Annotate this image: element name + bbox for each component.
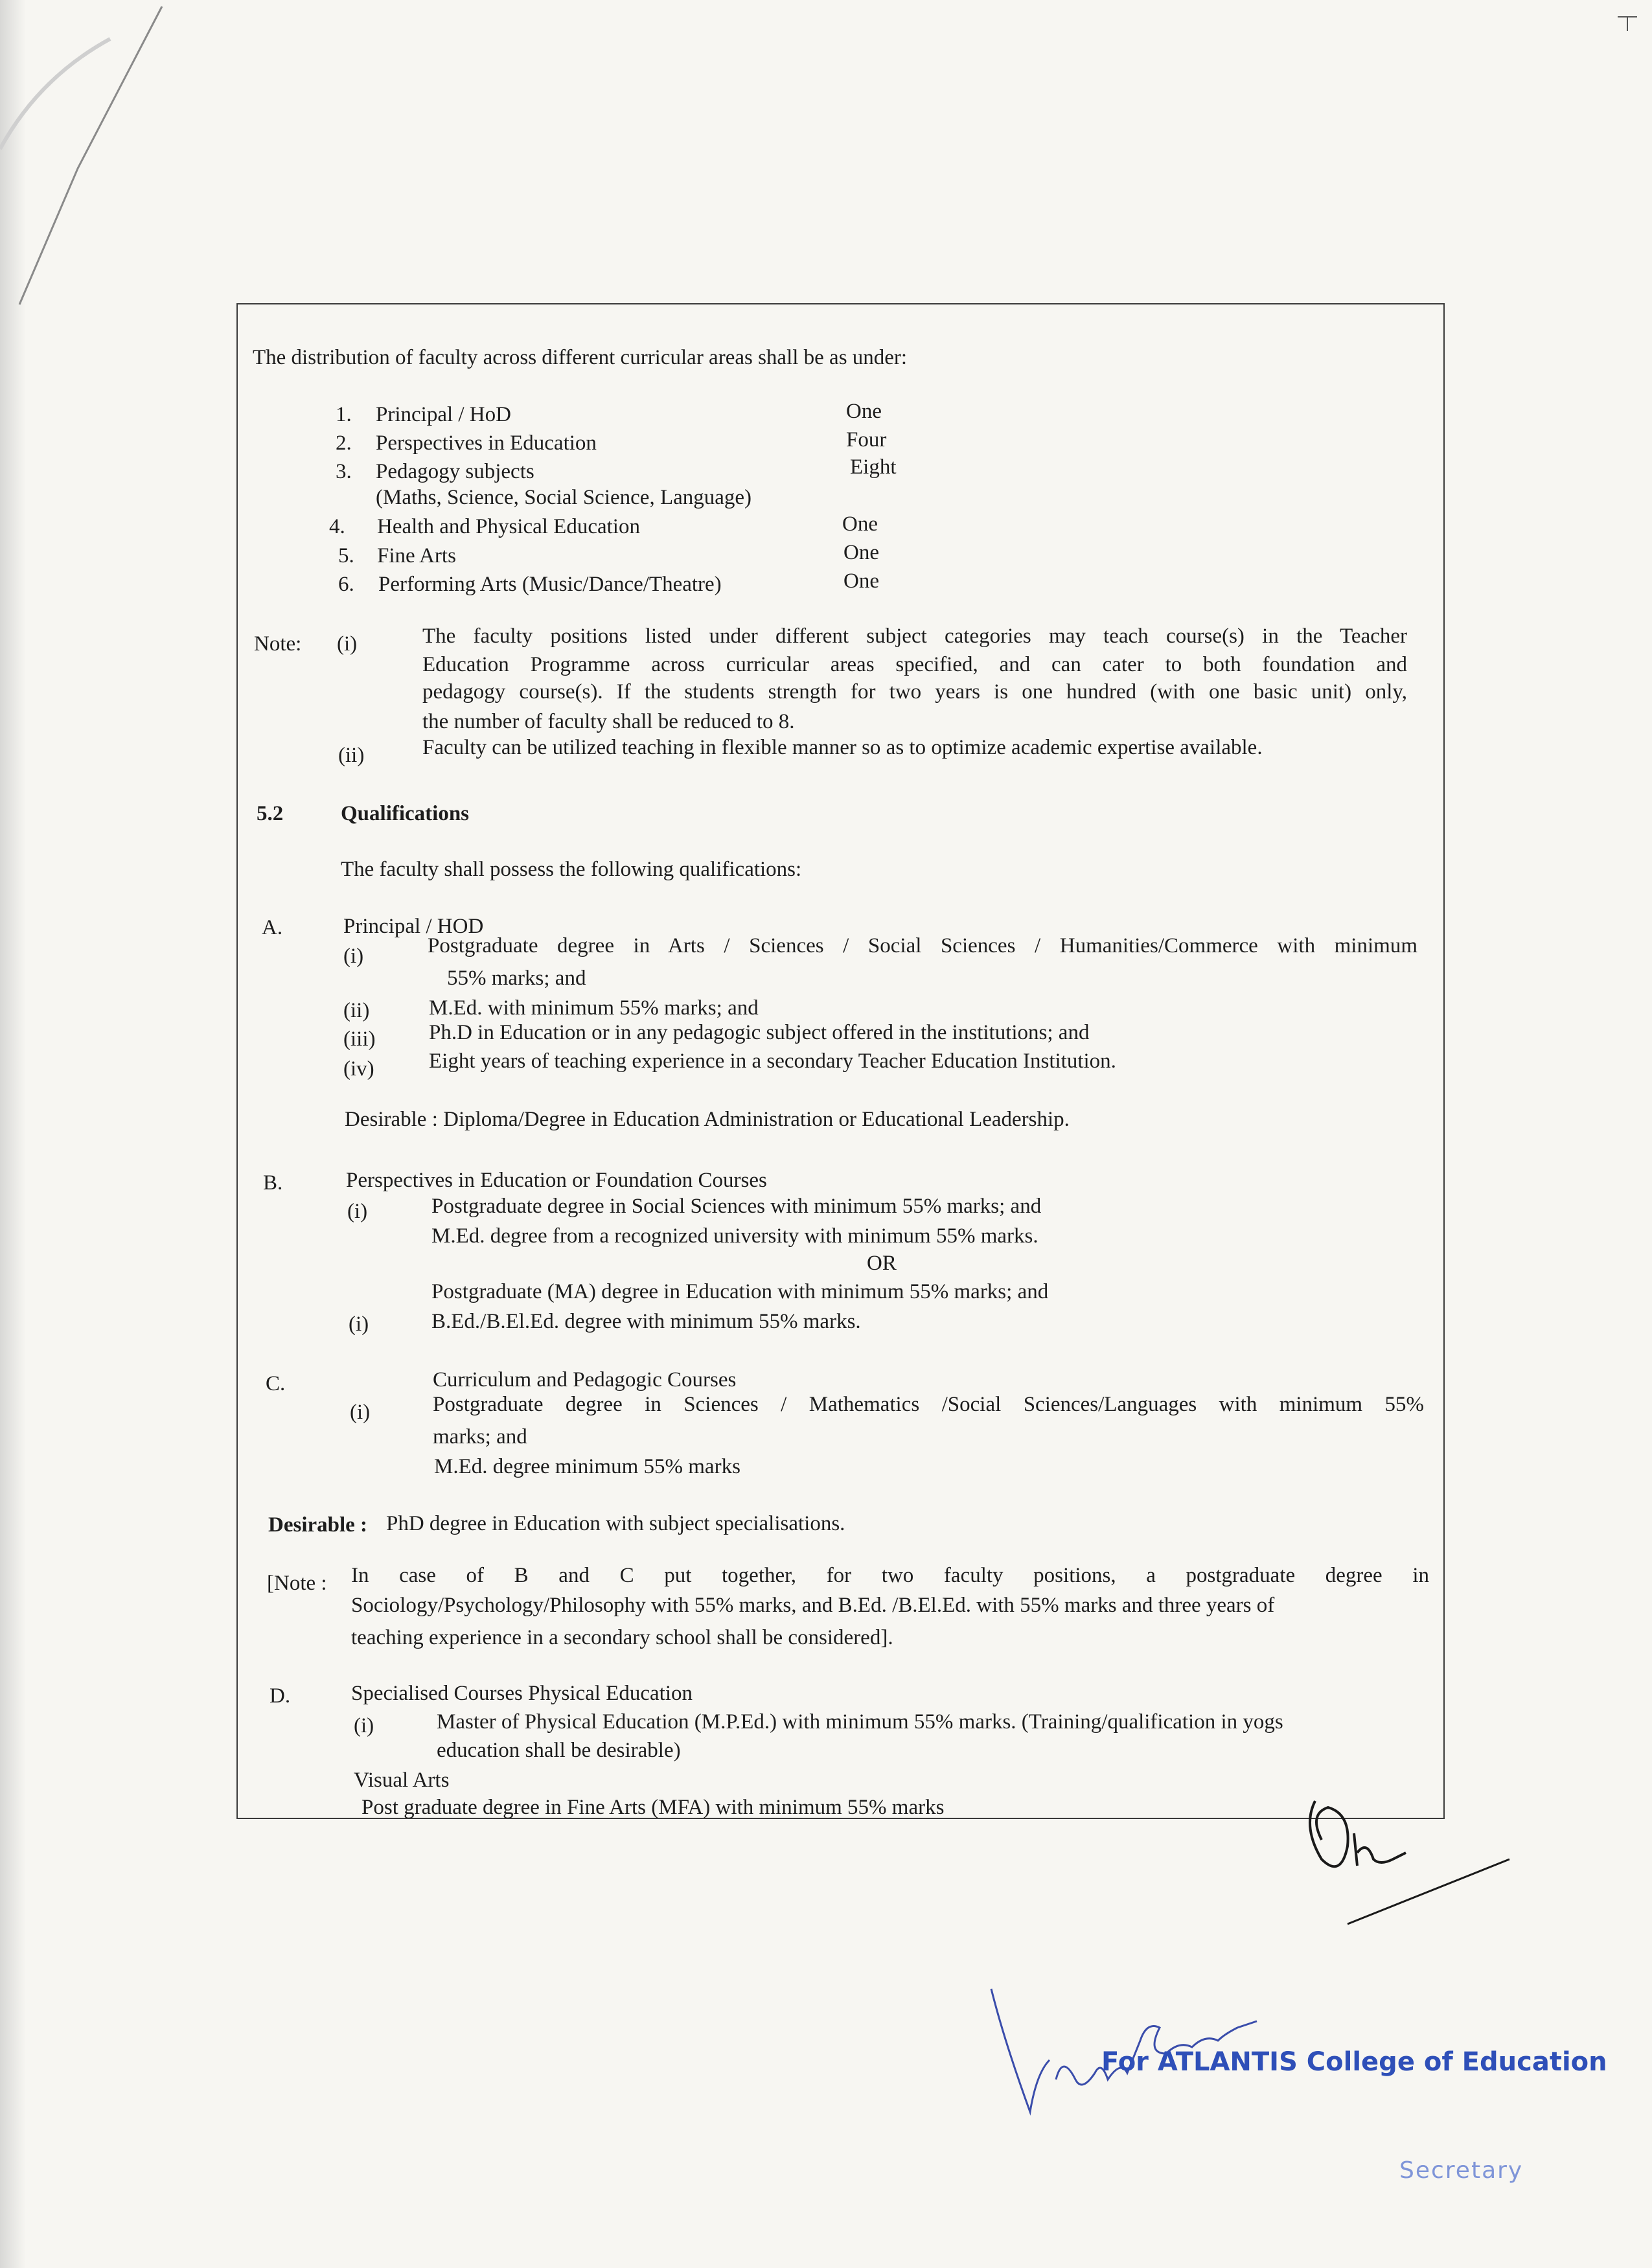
list-area: Pedagogy subjects [376, 460, 534, 483]
item-text: Eight years of teaching experience in a secondary Teacher Education Institution. [429, 1049, 1116, 1073]
list-count: Eight [850, 455, 897, 479]
intro-text: The distribution of faculty across different curricular areas shall be as under: [253, 346, 908, 369]
item-label: (i) [347, 1200, 368, 1223]
item-text: M.Ed. degree from a recognized university with minimum 55% marks. [431, 1224, 1038, 1248]
item-text: Postgraduate degree in Arts / Sciences / Social Sciences / Humanities/Commerce with minimum [428, 934, 1417, 957]
note-text-line: teaching experience in a secondary school shall be considered]. [351, 1626, 893, 1649]
item-title: Perspectives in Education or Foundation Courses [346, 1169, 767, 1192]
item-text: M.Ed. degree minimum 55% marks [434, 1455, 740, 1478]
list-area: Performing Arts (Music/Dance/Theatre) [378, 573, 722, 596]
list-number: 5. [338, 544, 354, 567]
note-item-label: (i) [337, 632, 358, 656]
note-text-line: Sociology/Psychology/Philosophy with 55% marks, and B.Ed. /B.El.Ed. with 55% marks and three years of [351, 1594, 1275, 1617]
item-label: (iii) [343, 1027, 376, 1051]
item-label: (i) [343, 945, 364, 968]
list-area: Health and Physical Education [377, 515, 640, 538]
item-letter: D. [270, 1684, 291, 1708]
list-count: Four [846, 428, 887, 452]
note-text-line: the number of faculty shall be reduced to 8. [422, 710, 795, 733]
item-label: (ii) [343, 999, 370, 1022]
item-text: Postgraduate degree in Social Sciences with minimum 55% marks; and [431, 1195, 1042, 1218]
desirable-text: PhD degree in Education with subject specialisations. [386, 1512, 845, 1535]
item-text: Ph.D in Education or in any pedagogic subject offered in the institutions; and [429, 1021, 1090, 1044]
list-number: 3. [336, 460, 352, 483]
list-area: (Maths, Science, Social Science, Language) [376, 486, 752, 509]
list-area: Perspectives in Education [376, 431, 597, 455]
item-label: (i) [354, 1714, 374, 1737]
list-count: One [843, 541, 879, 564]
or-separator: OR [867, 1252, 897, 1275]
item-text: Postgraduate degree in Sciences / Mathematics /Social Sciences/Languages with minimum 55% [433, 1393, 1424, 1416]
item-title: Principal / HOD [343, 915, 484, 938]
note-text-line: Education Programme across curricular areas specified, and can cater to both foundation and [422, 653, 1407, 676]
item-text: 55% marks; and [447, 967, 586, 990]
item-text: Post graduate degree in Fine Arts (MFA) with minimum 55% marks [361, 1796, 945, 1819]
section-number: 5.2 [257, 802, 284, 825]
list-number: 1. [336, 403, 352, 426]
section-intro: The faculty shall possess the following qualifications: [341, 858, 802, 881]
item-letter: A. [262, 916, 283, 939]
item-text: M.Ed. with minimum 55% marks; and [429, 996, 759, 1020]
item-text: Postgraduate (MA) degree in Education with minimum 55% marks; and [431, 1280, 1049, 1303]
desirable-label: Desirable : [268, 1513, 368, 1537]
list-count: One [843, 569, 879, 593]
page-edge-shadow [0, 0, 26, 2268]
list-number: 2. [336, 431, 352, 455]
item-letter: C. [266, 1372, 286, 1395]
paper-fold-mark [0, 0, 194, 311]
item-title: Curriculum and Pedagogic Courses [433, 1368, 737, 1392]
note-text-line: Faculty can be utilized teaching in flexible manner so as to optimize academic expertise available. [422, 736, 1263, 759]
list-area: Principal / HoD [376, 403, 511, 426]
item-label: (i) [349, 1312, 369, 1336]
item-text: education shall be desirable) [437, 1739, 681, 1762]
item-text: B.Ed./B.El.Ed. degree with minimum 55% marks. [431, 1310, 861, 1333]
note-text-line: pedagogy course(s). If the students strength for two years is one hundred (with one basic unit) only, [422, 680, 1407, 704]
list-number: 6. [338, 573, 354, 596]
corner-mark [1614, 12, 1640, 38]
desirable-text: Desirable : Diploma/Degree in Education Administration or Educational Leadership. [345, 1108, 1070, 1131]
note-label: Note: [254, 632, 302, 656]
item-text: marks; and [433, 1425, 527, 1449]
list-count: One [846, 400, 882, 423]
list-number: 4. [329, 515, 345, 538]
item-title: Specialised Courses Physical Education [351, 1682, 693, 1705]
handwritten-signature [1296, 1788, 1516, 1943]
note-text-line: The faculty positions listed under different subject categories may teach course(s) in the Teacher [422, 624, 1407, 648]
item-label: (i) [350, 1401, 371, 1424]
subheading-visual-arts: Visual Arts [354, 1769, 450, 1792]
note-text-line: In case of B and C put together, for two faculty positions, a postgraduate degree in [351, 1564, 1429, 1587]
note-label: [Note : [267, 1572, 327, 1595]
item-text: Master of Physical Education (M.P.Ed.) with minimum 55% marks. (Training/qualification in yogs [437, 1710, 1283, 1734]
list-count: One [842, 512, 878, 536]
note-item-label: (ii) [338, 744, 365, 767]
college-stamp: For ATLANTIS College of Education [1101, 2047, 1607, 2077]
secretary-stamp: Secretary [1399, 2157, 1524, 2184]
list-area: Fine Arts [377, 544, 456, 567]
item-label: (iv) [343, 1057, 374, 1081]
section-title: Qualifications [341, 802, 470, 825]
item-letter: B. [263, 1171, 283, 1195]
